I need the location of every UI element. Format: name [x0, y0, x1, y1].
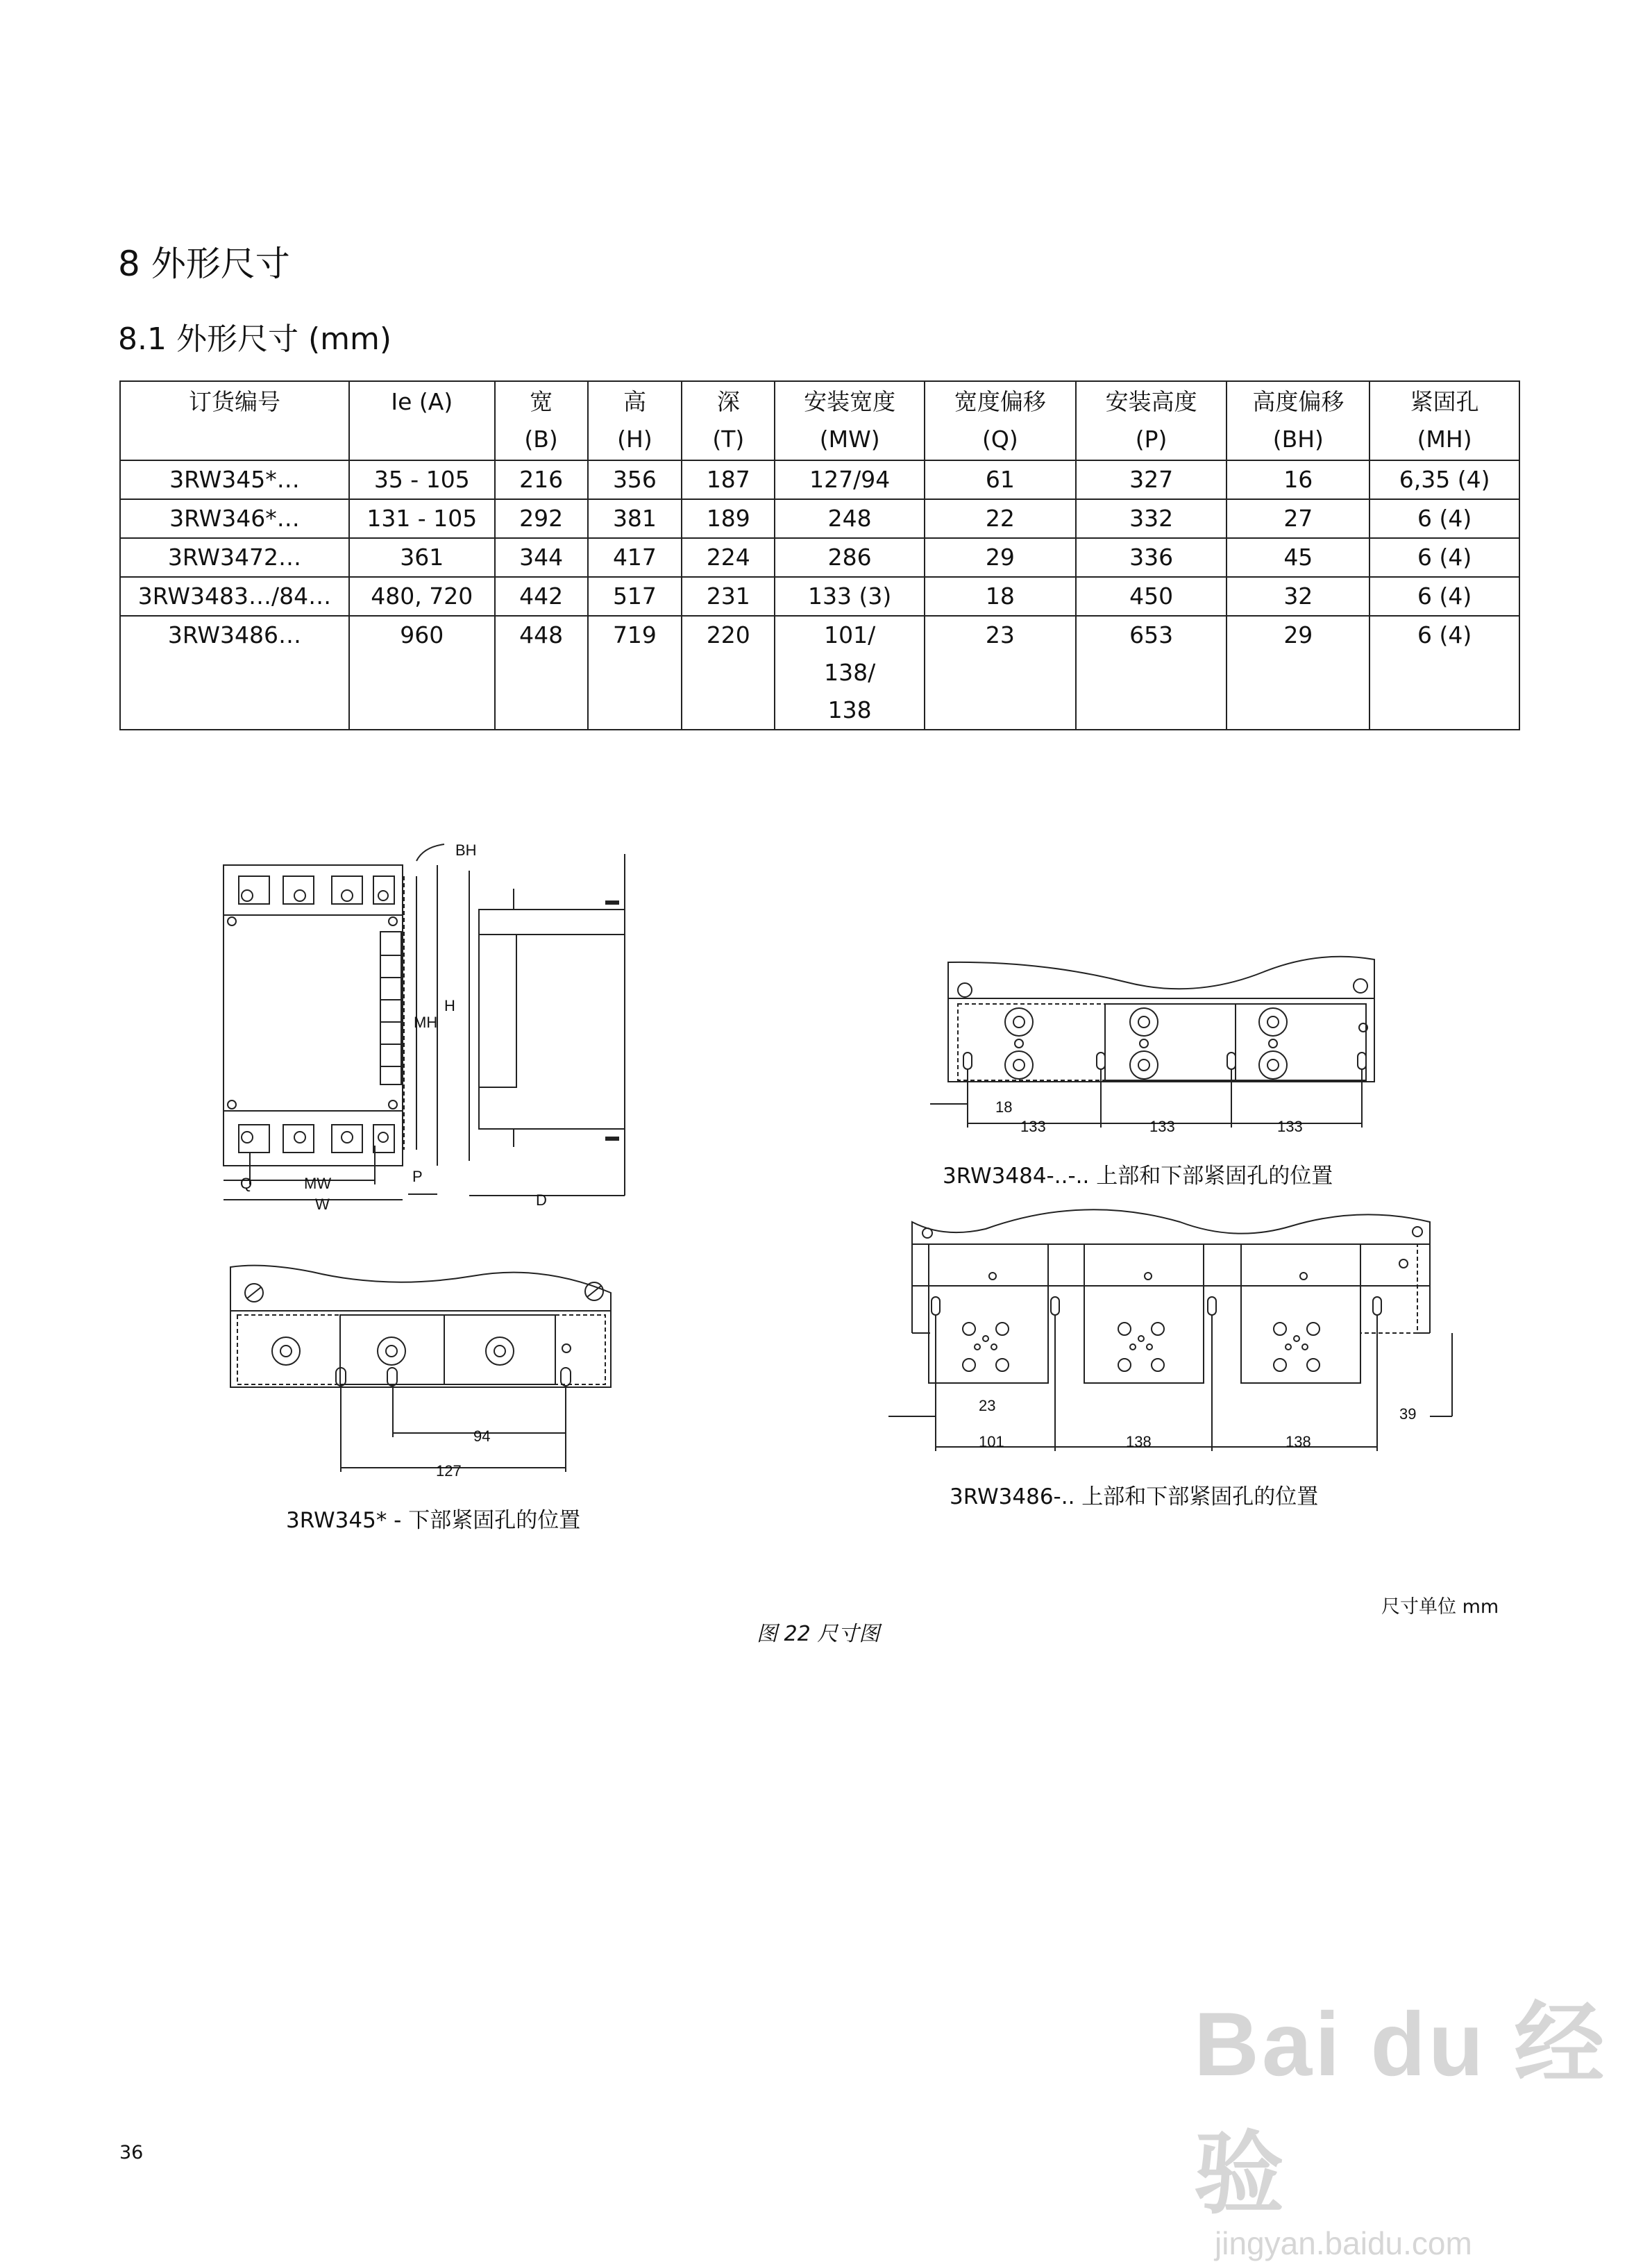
table-header-cell: 紧固孔 (MH): [1369, 381, 1519, 460]
table-cell: 29: [925, 538, 1076, 577]
table-cell: 960: [349, 616, 495, 730]
table-cell: 35 - 105: [349, 460, 495, 499]
table-cell: 27: [1227, 499, 1369, 538]
label-94: 94: [473, 1427, 491, 1445]
label-q: Q: [240, 1175, 253, 1192]
holes-drawing-3486: [888, 1209, 1452, 1451]
table-cell: 18: [925, 577, 1076, 616]
table-cell: 6 (4): [1369, 616, 1519, 730]
table-cell: 3RW346*…: [120, 499, 349, 538]
caption-3484: 3RW3484-..-.. 上部和下部紧固孔的位置: [943, 1164, 1333, 1189]
table-header-cell: 宽度偏移 (Q): [925, 381, 1076, 460]
section-title: 8 外形尺寸: [118, 244, 290, 284]
label-23: 23: [979, 1397, 996, 1414]
table-header-cell: 安装高度 (P): [1076, 381, 1227, 460]
table-cell: 344: [495, 538, 588, 577]
table-cell: 22: [925, 499, 1076, 538]
table-cell: 220: [682, 616, 775, 730]
table-cell: 61: [925, 460, 1076, 499]
table-cell: 448: [495, 616, 588, 730]
table-cell: 6 (4): [1369, 538, 1519, 577]
side-view-drawing: [469, 854, 625, 1196]
table-cell: 517: [588, 577, 682, 616]
label-39: 39: [1399, 1405, 1417, 1423]
table-cell: 216: [495, 460, 588, 499]
table-header-cell: 订货编号: [120, 381, 349, 460]
table-cell: 127/94: [775, 460, 925, 499]
table-cell: 32: [1227, 577, 1369, 616]
table-header-cell: 宽 (B): [495, 381, 588, 460]
table-cell: 381: [588, 499, 682, 538]
table-cell: 189: [682, 499, 775, 538]
table-cell: 361: [349, 538, 495, 577]
label-h: H: [444, 997, 455, 1014]
table-cell: 286: [775, 538, 925, 577]
table-cell: 6 (4): [1369, 499, 1519, 538]
table-cell: 23: [925, 616, 1076, 730]
caption-345: 3RW345* - 下部紧固孔的位置: [286, 1508, 581, 1533]
table-cell: 480, 720: [349, 577, 495, 616]
table-cell: 450: [1076, 577, 1227, 616]
table-cell: 29: [1227, 616, 1369, 730]
table-cell: 131 - 105: [349, 499, 495, 538]
table-header-cell: 深 (T): [682, 381, 775, 460]
table-header-cell: 安装宽度 (MW): [775, 381, 925, 460]
table-cell: 133 (3): [775, 577, 925, 616]
label-p: P: [412, 1168, 423, 1185]
label-133-1: 133: [1020, 1118, 1046, 1135]
label-mh: MH: [414, 1014, 438, 1031]
label-w: W: [315, 1196, 330, 1213]
table-cell: 653: [1076, 616, 1227, 730]
table-cell: 101/ 138/ 138: [775, 616, 925, 730]
table-cell: 442: [495, 577, 588, 616]
label-mw: MW: [304, 1175, 332, 1192]
front-view-drawing: [224, 844, 444, 1200]
baidu-watermark-logo: Bai du 经验 jingyan.baidu.com: [1194, 1993, 1608, 2261]
unit-note: 尺寸单位 mm: [1381, 1596, 1499, 1618]
table-cell: 327: [1076, 460, 1227, 499]
caption-3486: 3RW3486-.. 上部和下部紧固孔的位置: [950, 1484, 1319, 1509]
label-d: D: [536, 1191, 547, 1209]
table-cell: 3RW345*…: [120, 460, 349, 499]
table-cell: 6 (4): [1369, 577, 1519, 616]
table-cell: 292: [495, 499, 588, 538]
table-cell: 6,35 (4): [1369, 460, 1519, 499]
table-cell: 187: [682, 460, 775, 499]
figure-caption: 图 22 尺寸图: [757, 1622, 880, 1646]
table-cell: 248: [775, 499, 925, 538]
table-cell: 336: [1076, 538, 1227, 577]
label-18: 18: [995, 1098, 1013, 1116]
table-cell: 45: [1227, 538, 1369, 577]
subsection-title: 8.1 外形尺寸 (mm): [118, 321, 392, 357]
table-cell: 332: [1076, 499, 1227, 538]
table-cell: 231: [682, 577, 775, 616]
table-header-cell: 高 (H): [588, 381, 682, 460]
table-cell: 3RW3472…: [120, 538, 349, 577]
table-cell: 417: [588, 538, 682, 577]
bottom-holes-drawing-345: [230, 1266, 611, 1472]
table-cell: 224: [682, 538, 775, 577]
table-header-cell: Ie (A): [349, 381, 495, 460]
label-101: 101: [979, 1433, 1004, 1450]
table-header-cell: 高度偏移 (BH): [1227, 381, 1369, 460]
table-cell: 16: [1227, 460, 1369, 499]
table-cell: 719: [588, 616, 682, 730]
table-cell: 3RW3486…: [120, 616, 349, 730]
table-cell: 356: [588, 460, 682, 499]
label-138-2: 138: [1286, 1433, 1311, 1450]
label-bh: BH: [455, 841, 477, 859]
label-127: 127: [436, 1462, 462, 1480]
label-133-2: 133: [1149, 1118, 1175, 1135]
page-number: 36: [119, 2142, 144, 2163]
label-138-1: 138: [1126, 1433, 1152, 1450]
label-133-3: 133: [1277, 1118, 1303, 1135]
table-cell: 3RW3483…/84…: [120, 577, 349, 616]
